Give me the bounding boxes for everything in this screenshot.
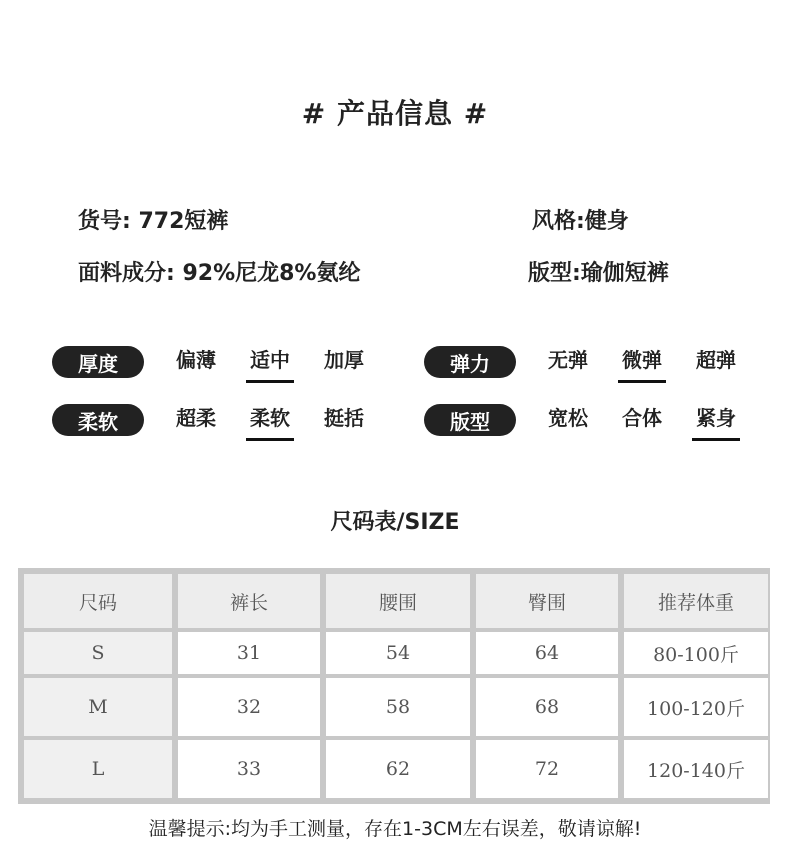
- attr-option-selected: 紧身: [692, 402, 740, 441]
- attr-option-selected: 微弹: [618, 344, 666, 383]
- table-cell: 68: [476, 678, 618, 736]
- attr-option-selected: 柔软: [246, 402, 294, 441]
- size-table: [18, 568, 770, 804]
- table-cell: 32: [178, 678, 320, 736]
- material-info: 面料成分: 92%尼龙8%氨纶: [78, 261, 361, 286]
- attr-option: 超柔: [176, 406, 216, 430]
- attr-option: 超弹: [696, 348, 736, 372]
- attr-label-elasticity: 弹力: [424, 346, 516, 378]
- table-cell: 72: [476, 740, 618, 798]
- style-info: 风格:健身: [532, 209, 629, 234]
- table-cell: 58: [326, 678, 470, 736]
- attr-label-thickness: 厚度: [52, 346, 144, 378]
- table-cell: 120-140斤: [624, 740, 768, 798]
- item-number: 货号: 772短裤: [78, 209, 229, 234]
- attr-option: 挺括: [324, 406, 364, 430]
- table-cell-size: S: [24, 632, 172, 674]
- attr-option: 宽松: [548, 406, 588, 430]
- table-header-cell: 腰围: [326, 574, 470, 628]
- table-cell: 64: [476, 632, 618, 674]
- attr-option: 加厚: [324, 348, 364, 372]
- page-title: # 产品信息 #: [301, 97, 489, 130]
- table-cell: 33: [178, 740, 320, 798]
- size-table-title: 尺码表/SIZE: [330, 510, 460, 535]
- table-header-cell: 裤长: [178, 574, 320, 628]
- table-cell: 80-100斤: [624, 632, 768, 674]
- attr-option: 合体: [622, 406, 662, 430]
- attr-option: 无弹: [548, 348, 588, 372]
- table-cell: 54: [326, 632, 470, 674]
- measurement-note: 温馨提示:均为手工测量，存在1-3CM左右误差，敬请谅解!: [148, 818, 642, 840]
- attr-label-fit: 版型: [424, 404, 516, 436]
- table-cell-size: M: [24, 678, 172, 736]
- table-header-cell: 臀围: [476, 574, 618, 628]
- attr-option-selected: 适中: [246, 344, 294, 383]
- table-cell: 62: [326, 740, 470, 798]
- table-cell-size: L: [24, 740, 172, 798]
- table-cell: 31: [178, 632, 320, 674]
- table-header-cell: 尺码: [24, 574, 172, 628]
- attr-label-softness: 柔软: [52, 404, 144, 436]
- table-header-cell: 推荐体重: [624, 574, 768, 628]
- table-cell: 100-120斤: [624, 678, 768, 736]
- fit-type-info: 版型:瑜伽短裤: [528, 261, 669, 286]
- attr-option: 偏薄: [176, 348, 216, 372]
